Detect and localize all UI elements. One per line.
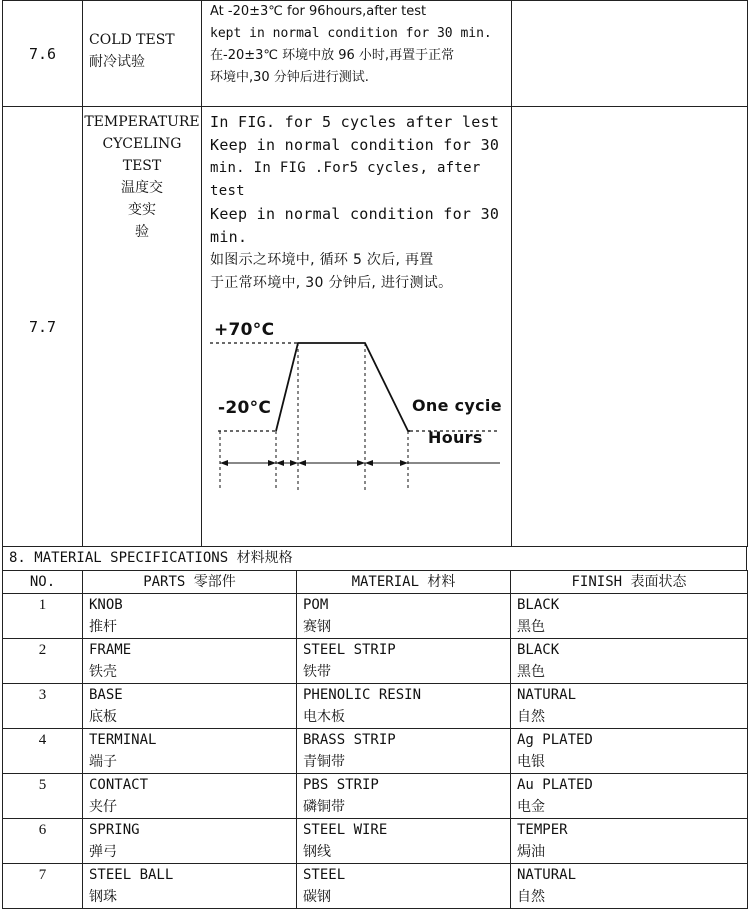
material-en: BRASS STRIP bbox=[303, 732, 396, 748]
row-part bbox=[83, 729, 297, 774]
test-item bbox=[83, 107, 202, 547]
row-number: 2 bbox=[3, 639, 83, 684]
part-cn: 铁壳 bbox=[89, 664, 117, 680]
finish-cn: 黑色 bbox=[517, 619, 545, 635]
row-part bbox=[83, 639, 297, 684]
row-part bbox=[83, 864, 297, 909]
material-cn: 青铜带 bbox=[303, 754, 345, 770]
row-material bbox=[297, 639, 511, 684]
material-row bbox=[3, 729, 748, 774]
material-header-row bbox=[3, 571, 748, 594]
item-line: 耐冷试验 bbox=[89, 54, 145, 70]
high-temp-label: +70°C bbox=[214, 320, 275, 340]
material-cn: 钢线 bbox=[303, 844, 331, 860]
material-en: PBS STRIP bbox=[303, 777, 379, 793]
condition-line: 如图示之环境中, 循环 5 次后, 再置 bbox=[210, 252, 434, 268]
part-cn: 钢珠 bbox=[89, 889, 117, 905]
row-material bbox=[297, 594, 511, 639]
part-en: CONTACT bbox=[89, 777, 149, 793]
part-en: FRAME bbox=[89, 642, 132, 658]
row-material bbox=[297, 774, 511, 819]
test-row-7-6 bbox=[3, 1, 748, 107]
finish-en: BLACK bbox=[517, 642, 560, 658]
item-line: 验 bbox=[135, 224, 149, 240]
material-row bbox=[3, 684, 748, 729]
part-cn: 夹仔 bbox=[89, 799, 117, 815]
row-number: 4 bbox=[3, 729, 83, 774]
row-number: 6 bbox=[3, 819, 83, 864]
row-finish bbox=[511, 594, 748, 639]
part-en: STEEL BALL bbox=[89, 867, 174, 883]
row-part bbox=[83, 819, 297, 864]
test-remark bbox=[512, 107, 748, 547]
row-number: 7 bbox=[3, 864, 83, 909]
finish-cn: 自然 bbox=[517, 709, 545, 725]
finish-cn: 自然 bbox=[517, 889, 545, 905]
condition-line: 环境中,30 分钟后进行测试. bbox=[210, 70, 369, 85]
part-en: TERMINAL bbox=[89, 732, 157, 748]
temperature-profile-line bbox=[276, 343, 410, 431]
material-cn: 电木板 bbox=[303, 709, 345, 725]
material-row bbox=[3, 594, 748, 639]
material-cn: 赛钢 bbox=[303, 619, 331, 635]
condition-line: kept in normal condition for 30 min. bbox=[210, 26, 492, 41]
finish-cn: 电银 bbox=[517, 754, 545, 770]
material-section-title: 8. MATERIAL SPECIFICATIONS 材料规格 bbox=[2, 546, 747, 570]
finish-cn: 黑色 bbox=[517, 664, 545, 680]
material-cn: 磷铜带 bbox=[303, 799, 345, 815]
material-row bbox=[3, 819, 748, 864]
part-cn: 推杆 bbox=[89, 619, 117, 635]
finish-en: NATURAL bbox=[517, 687, 577, 703]
test-row-7-7 bbox=[3, 107, 748, 547]
material-en: STEEL bbox=[303, 867, 346, 883]
condition-line: In FIG. for 5 cycles after lest bbox=[210, 113, 500, 131]
finish-cn: 电金 bbox=[517, 799, 545, 815]
row-finish bbox=[511, 639, 748, 684]
finish-en: Ag PLATED bbox=[517, 732, 593, 748]
condition-line: min. bbox=[210, 228, 248, 246]
part-cn: 端子 bbox=[89, 754, 117, 770]
row-number: 1 bbox=[3, 594, 83, 639]
item-line: TEMPERATURE bbox=[84, 114, 200, 130]
item-line: COLD TEST bbox=[89, 32, 175, 48]
row-number: 3 bbox=[3, 684, 83, 729]
part-en: SPRING bbox=[89, 822, 140, 838]
temperature-cycle-diagram bbox=[210, 301, 506, 501]
row-finish bbox=[511, 819, 748, 864]
finish-en: Au PLATED bbox=[517, 777, 593, 793]
part-en: KNOB bbox=[89, 597, 123, 613]
row-finish bbox=[511, 684, 748, 729]
row-material bbox=[297, 864, 511, 909]
one-cycle-label: One cycie bbox=[412, 396, 502, 415]
test-number: 7.7 bbox=[3, 107, 83, 547]
part-en: BASE bbox=[89, 687, 123, 703]
hours-label: Hours bbox=[428, 428, 483, 447]
finish-cn: 焗油 bbox=[517, 844, 545, 860]
finish-en: NATURAL bbox=[517, 867, 577, 883]
header-parts: PARTS 零部件 bbox=[83, 571, 297, 594]
header-material: MATERIAL 材料 bbox=[297, 571, 511, 594]
material-row bbox=[3, 774, 748, 819]
test-condition bbox=[202, 1, 512, 107]
test-condition bbox=[202, 107, 512, 547]
test-table bbox=[2, 0, 748, 547]
header-finish: FINISH 表面状态 bbox=[511, 571, 748, 594]
material-en: STEEL WIRE bbox=[303, 822, 388, 838]
part-cn: 底板 bbox=[89, 709, 117, 725]
finish-en: BLACK bbox=[517, 597, 560, 613]
row-finish bbox=[511, 864, 748, 909]
material-table bbox=[2, 570, 748, 909]
row-material bbox=[297, 729, 511, 774]
material-row bbox=[3, 864, 748, 909]
material-en: STEEL STRIP bbox=[303, 642, 396, 658]
item-line: 温度交 bbox=[121, 180, 163, 196]
material-en: PHENOLIC RESIN bbox=[303, 687, 422, 703]
condition-line: 在-20±3℃ 环境中放 96 小时,再置于正常 bbox=[210, 48, 455, 63]
row-finish bbox=[511, 729, 748, 774]
row-part bbox=[83, 594, 297, 639]
part-cn: 弹弓 bbox=[89, 844, 117, 860]
row-number: 5 bbox=[3, 774, 83, 819]
low-temp-label: -20°C bbox=[218, 398, 272, 418]
test-number: 7.6 bbox=[3, 1, 83, 107]
condition-line: Keep in normal condition for 30 bbox=[210, 205, 500, 223]
item-line: TEST bbox=[122, 158, 162, 174]
header-no: NO. bbox=[3, 571, 83, 594]
material-row bbox=[3, 639, 748, 684]
condition-line: Keep in normal condition for 30 bbox=[210, 136, 500, 154]
item-line: 变实 bbox=[128, 202, 156, 218]
test-item bbox=[83, 1, 202, 107]
row-material bbox=[297, 684, 511, 729]
condition-line: 于正常环境中, 30 分钟后, 进行测试。 bbox=[210, 275, 453, 291]
material-cn: 碳钢 bbox=[303, 889, 331, 905]
row-part bbox=[83, 684, 297, 729]
row-material bbox=[297, 819, 511, 864]
material-en: POM bbox=[303, 597, 329, 613]
row-part bbox=[83, 774, 297, 819]
test-remark bbox=[512, 1, 748, 107]
item-line: CYCELING bbox=[102, 136, 182, 152]
condition-line: min. In FIG .For5 cycles, after test bbox=[210, 160, 481, 199]
finish-en: TEMPER bbox=[517, 822, 568, 838]
row-finish bbox=[511, 774, 748, 819]
material-cn: 铁带 bbox=[303, 664, 331, 680]
condition-line: At -20±3℃ for 96hours,after test bbox=[210, 4, 427, 19]
